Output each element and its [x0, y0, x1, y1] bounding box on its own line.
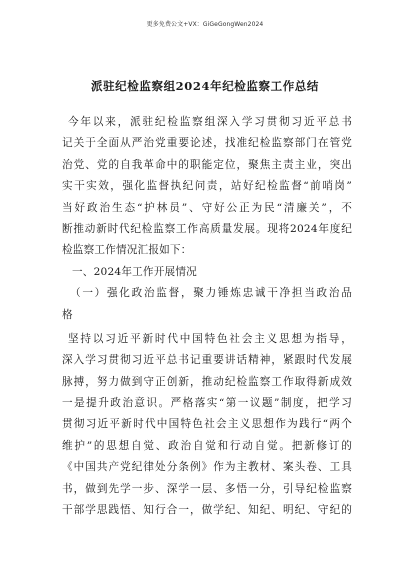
- paragraph-line: 实干实效，强化监督执纪问责，站好纪检监督“前哨岗”: [62, 180, 352, 193]
- paragraph-line: 干部学思践悟、知行合一，做学纪、知纪、明纪、守纪的: [62, 504, 352, 517]
- header-note: 更多免费公文+VX：GiGeGongWen2024: [146, 21, 264, 28]
- paragraph-line: 维护”的思想自觉、政治自觉和行动自觉。把新修订的: [62, 439, 352, 452]
- document-title: 派驻纪检监察组2024年纪检监察工作总结: [90, 79, 319, 93]
- paragraph-line: 一是提升政治意识。严格落实“第一议题”制度，把学习: [62, 397, 352, 410]
- paragraph-line: 记关于全面从严治党重要论述，找准纪检监察部门在管党: [62, 137, 352, 150]
- paragraph-line: 坚持以习近平新时代中国特色社会主义思想为指导，: [68, 332, 352, 345]
- paragraph-line: 贯彻习近平新时代中国特色社会主义思想作为践行“两个: [62, 418, 352, 431]
- subsection-heading: （一）强化政治监督，聚力锤炼忠诚干净担当政治品: [70, 287, 352, 300]
- section-heading: 一、2024年工作开展情况: [72, 265, 197, 278]
- paragraph-line: 当好政治生态“护林员”、守好公正为民“清廉关”，不: [62, 201, 352, 214]
- paragraph-line: 脉搏，努力做到守正创新，推动纪检监察工作取得新成效: [62, 375, 352, 388]
- paragraph-line: 治党、党的自我革命中的职能定位，聚焦主责主业，突出: [62, 158, 352, 171]
- paragraph-line: 断推动新时代纪检监察工作高质量发展。现将2024年度纪: [62, 222, 352, 235]
- paragraph-line: 今年以来，派驻纪检监察组深入学习贯彻习近平总书: [68, 116, 352, 128]
- paragraph-line: 书，做到先学一步、深学一层、多悟一分，引导纪检监察: [62, 482, 352, 495]
- subsection-heading-cont: 格: [62, 308, 73, 321]
- paragraph-line: 检监察工作情况汇报如下：: [62, 244, 192, 257]
- document-body: [62, 117, 352, 526]
- paragraph-line: 《中国共产党纪律处分条例》作为主教材、案头卷、工具: [62, 461, 352, 474]
- paragraph-line: 深入学习贯彻习近平总书记重要讲话精神，紧跟时代发展: [62, 354, 352, 367]
